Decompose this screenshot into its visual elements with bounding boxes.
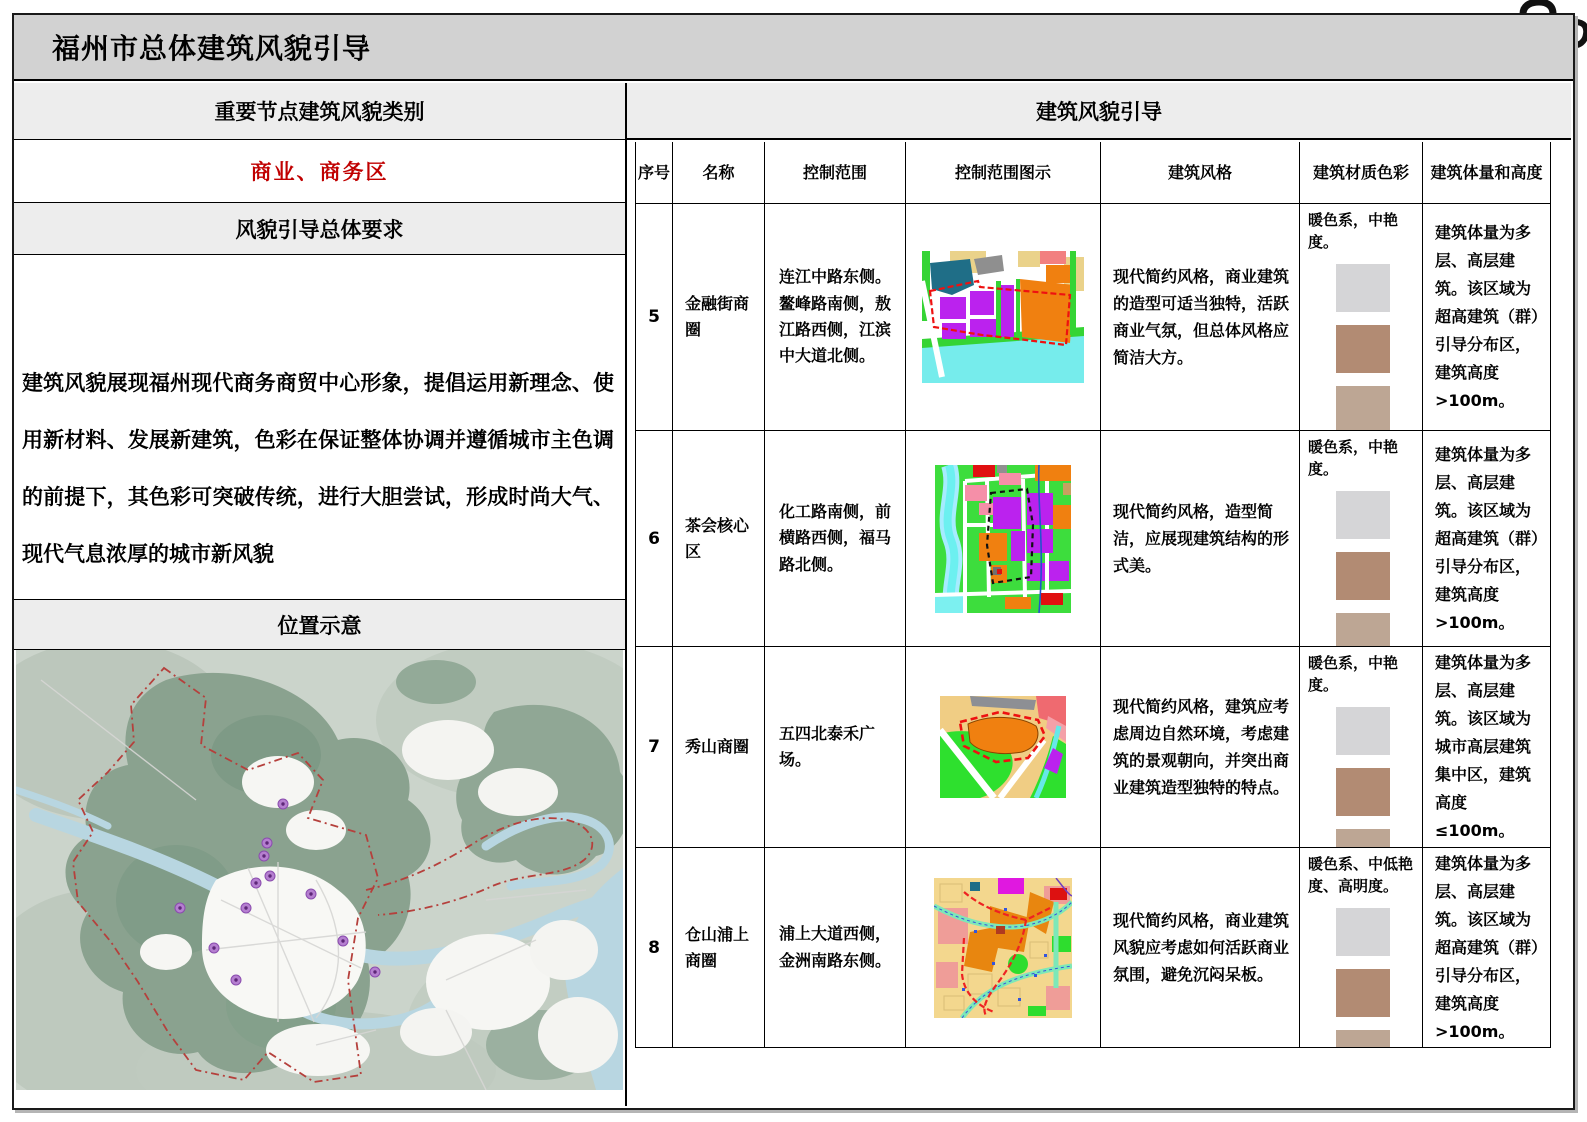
row8-volume: 建筑体量为多层、高层建筑。该区域为超高建筑（群）引导分布区，建筑高度>100m。 bbox=[1435, 853, 1540, 1041]
row5-material-note: 暖色系，中艳度。 bbox=[1308, 211, 1399, 251]
row5-range: 连江中路东侧。鳌峰路南侧，敖江路西侧，江滨中大道北侧。 bbox=[765, 204, 906, 431]
row6-style: 现代简约风格，造型简洁，应展现建筑结构的形式美。 bbox=[1101, 431, 1300, 647]
color-swatch bbox=[1336, 386, 1390, 432]
row8-swatches bbox=[1308, 908, 1418, 1048]
row8-map-thumbnail bbox=[934, 878, 1072, 1018]
location-map-image bbox=[16, 650, 623, 1090]
page-frame bbox=[12, 13, 1575, 1110]
row6-volume: 建筑体量为多层、高层建筑。该区域为超高建筑（群）引导分布区，建筑高度>100m。 bbox=[1423, 431, 1550, 647]
row7-style: 现代简约风格，建筑应考虑周边自然环境，考虑建筑的景观朝向，并突出商业建筑造型独特的特点。 bbox=[1101, 647, 1300, 848]
row8-material bbox=[1300, 848, 1423, 1047]
col-header-name: 名称 bbox=[673, 142, 765, 204]
row5-swatches bbox=[1308, 264, 1418, 432]
category-row bbox=[14, 140, 625, 203]
row5-name: 金融街商圈 bbox=[673, 204, 765, 431]
row6-no: 6 bbox=[636, 431, 673, 647]
row7-map-thumbnail bbox=[940, 696, 1066, 798]
row5-material bbox=[1300, 204, 1423, 431]
page-title: 福州市总体建筑风貌引导 bbox=[52, 32, 372, 65]
guidance-table-panel bbox=[627, 83, 1571, 1106]
section-header-location: 位置示意 bbox=[14, 600, 625, 650]
row8-material-note: 暖色系、中低艳度、高明度。 bbox=[1308, 855, 1414, 895]
row5-style: 现代简约风格，商业建筑的造型可适当独特，活跃商业气氛，但总体风格应简洁大方。 bbox=[1101, 204, 1300, 431]
overall-requirements-text: 建筑风貌展现福州现代商务商贸中心形象，提倡运用新理念、使用新材料、发展新建筑，色彩在保证整体协调并遵循城市主色调的前提下，其色彩可突破传统，进行大胆尝试，形成时尚大气、现代气息浓厚的城市新风貌 bbox=[22, 371, 614, 566]
row7-swatches bbox=[1308, 707, 1418, 849]
row5-map-thumbnail bbox=[922, 251, 1084, 383]
row7-volume: 建筑体量为多层、高层建筑。该区域为城市高层建筑集中区，建筑高度≤100m。 bbox=[1423, 647, 1550, 848]
row8-range-map bbox=[906, 848, 1101, 1047]
row6-material bbox=[1300, 431, 1423, 647]
row7-range: 五四北泰禾广场。 bbox=[765, 647, 906, 848]
row8-range: 浦上大道西侧，金洲南路东侧。 bbox=[765, 848, 906, 1047]
row6-material-note: 暖色系，中艳度。 bbox=[1308, 438, 1399, 478]
color-swatch bbox=[1336, 491, 1390, 539]
row7-material-note: 暖色系，中艳度。 bbox=[1308, 654, 1399, 694]
row8-name: 仓山浦上商圈 bbox=[673, 848, 765, 1047]
location-map bbox=[16, 650, 623, 1090]
col-header-style: 建筑风格 bbox=[1101, 142, 1300, 204]
row6-swatches bbox=[1308, 491, 1418, 648]
row5-volume: 建筑体量为多层、高层建筑。该区域为超高建筑（群）引导分布区，建筑高度>100m。 bbox=[1423, 204, 1550, 431]
col-header-range-map: 控制范围图示 bbox=[906, 142, 1101, 204]
row6-range-map bbox=[906, 431, 1101, 647]
table-title: 建筑风貌引导 bbox=[627, 83, 1571, 140]
color-swatch bbox=[1336, 264, 1390, 312]
title-bar bbox=[14, 15, 1573, 81]
row5-no: 5 bbox=[636, 204, 673, 431]
col-header-range: 控制范围 bbox=[765, 142, 906, 204]
guidance-table bbox=[635, 142, 1551, 1048]
row6-map-thumbnail bbox=[935, 465, 1071, 613]
row6-range: 化工路南侧，前横路西侧，福马路北侧。 bbox=[765, 431, 906, 647]
col-header-volume: 建筑体量和高度 bbox=[1423, 142, 1550, 204]
section-header-overall-requirements: 风貌引导总体要求 bbox=[14, 203, 625, 255]
col-header-material: 建筑材质色彩 bbox=[1300, 142, 1423, 204]
color-swatch bbox=[1336, 768, 1390, 816]
row8-style: 现代简约风格，商业建筑风貌应考虑如何活跃商业氛围，避免沉闷呆板。 bbox=[1101, 848, 1300, 1047]
category-label: 商业、商务区 bbox=[250, 160, 389, 184]
col-header-no: 序号 bbox=[636, 142, 673, 204]
left-panel bbox=[14, 83, 627, 1106]
color-swatch bbox=[1336, 325, 1390, 373]
row6-name: 茶会核心区 bbox=[673, 431, 765, 647]
row7-name: 秀山商圈 bbox=[673, 647, 765, 848]
row8-no: 8 bbox=[636, 848, 673, 1047]
row7-no: 7 bbox=[636, 647, 673, 848]
row5-range-map bbox=[906, 204, 1101, 431]
section-header-node-category: 重要节点建筑风貌类别 bbox=[14, 83, 625, 140]
color-swatch bbox=[1336, 613, 1390, 648]
color-swatch bbox=[1336, 969, 1390, 1017]
row7-range-map bbox=[906, 647, 1101, 848]
color-swatch bbox=[1336, 829, 1390, 849]
overall-requirements-block bbox=[14, 255, 625, 600]
color-swatch bbox=[1336, 707, 1390, 755]
color-swatch bbox=[1336, 552, 1390, 600]
color-swatch bbox=[1336, 908, 1390, 956]
color-swatch bbox=[1336, 1030, 1390, 1048]
row7-material bbox=[1300, 647, 1423, 848]
